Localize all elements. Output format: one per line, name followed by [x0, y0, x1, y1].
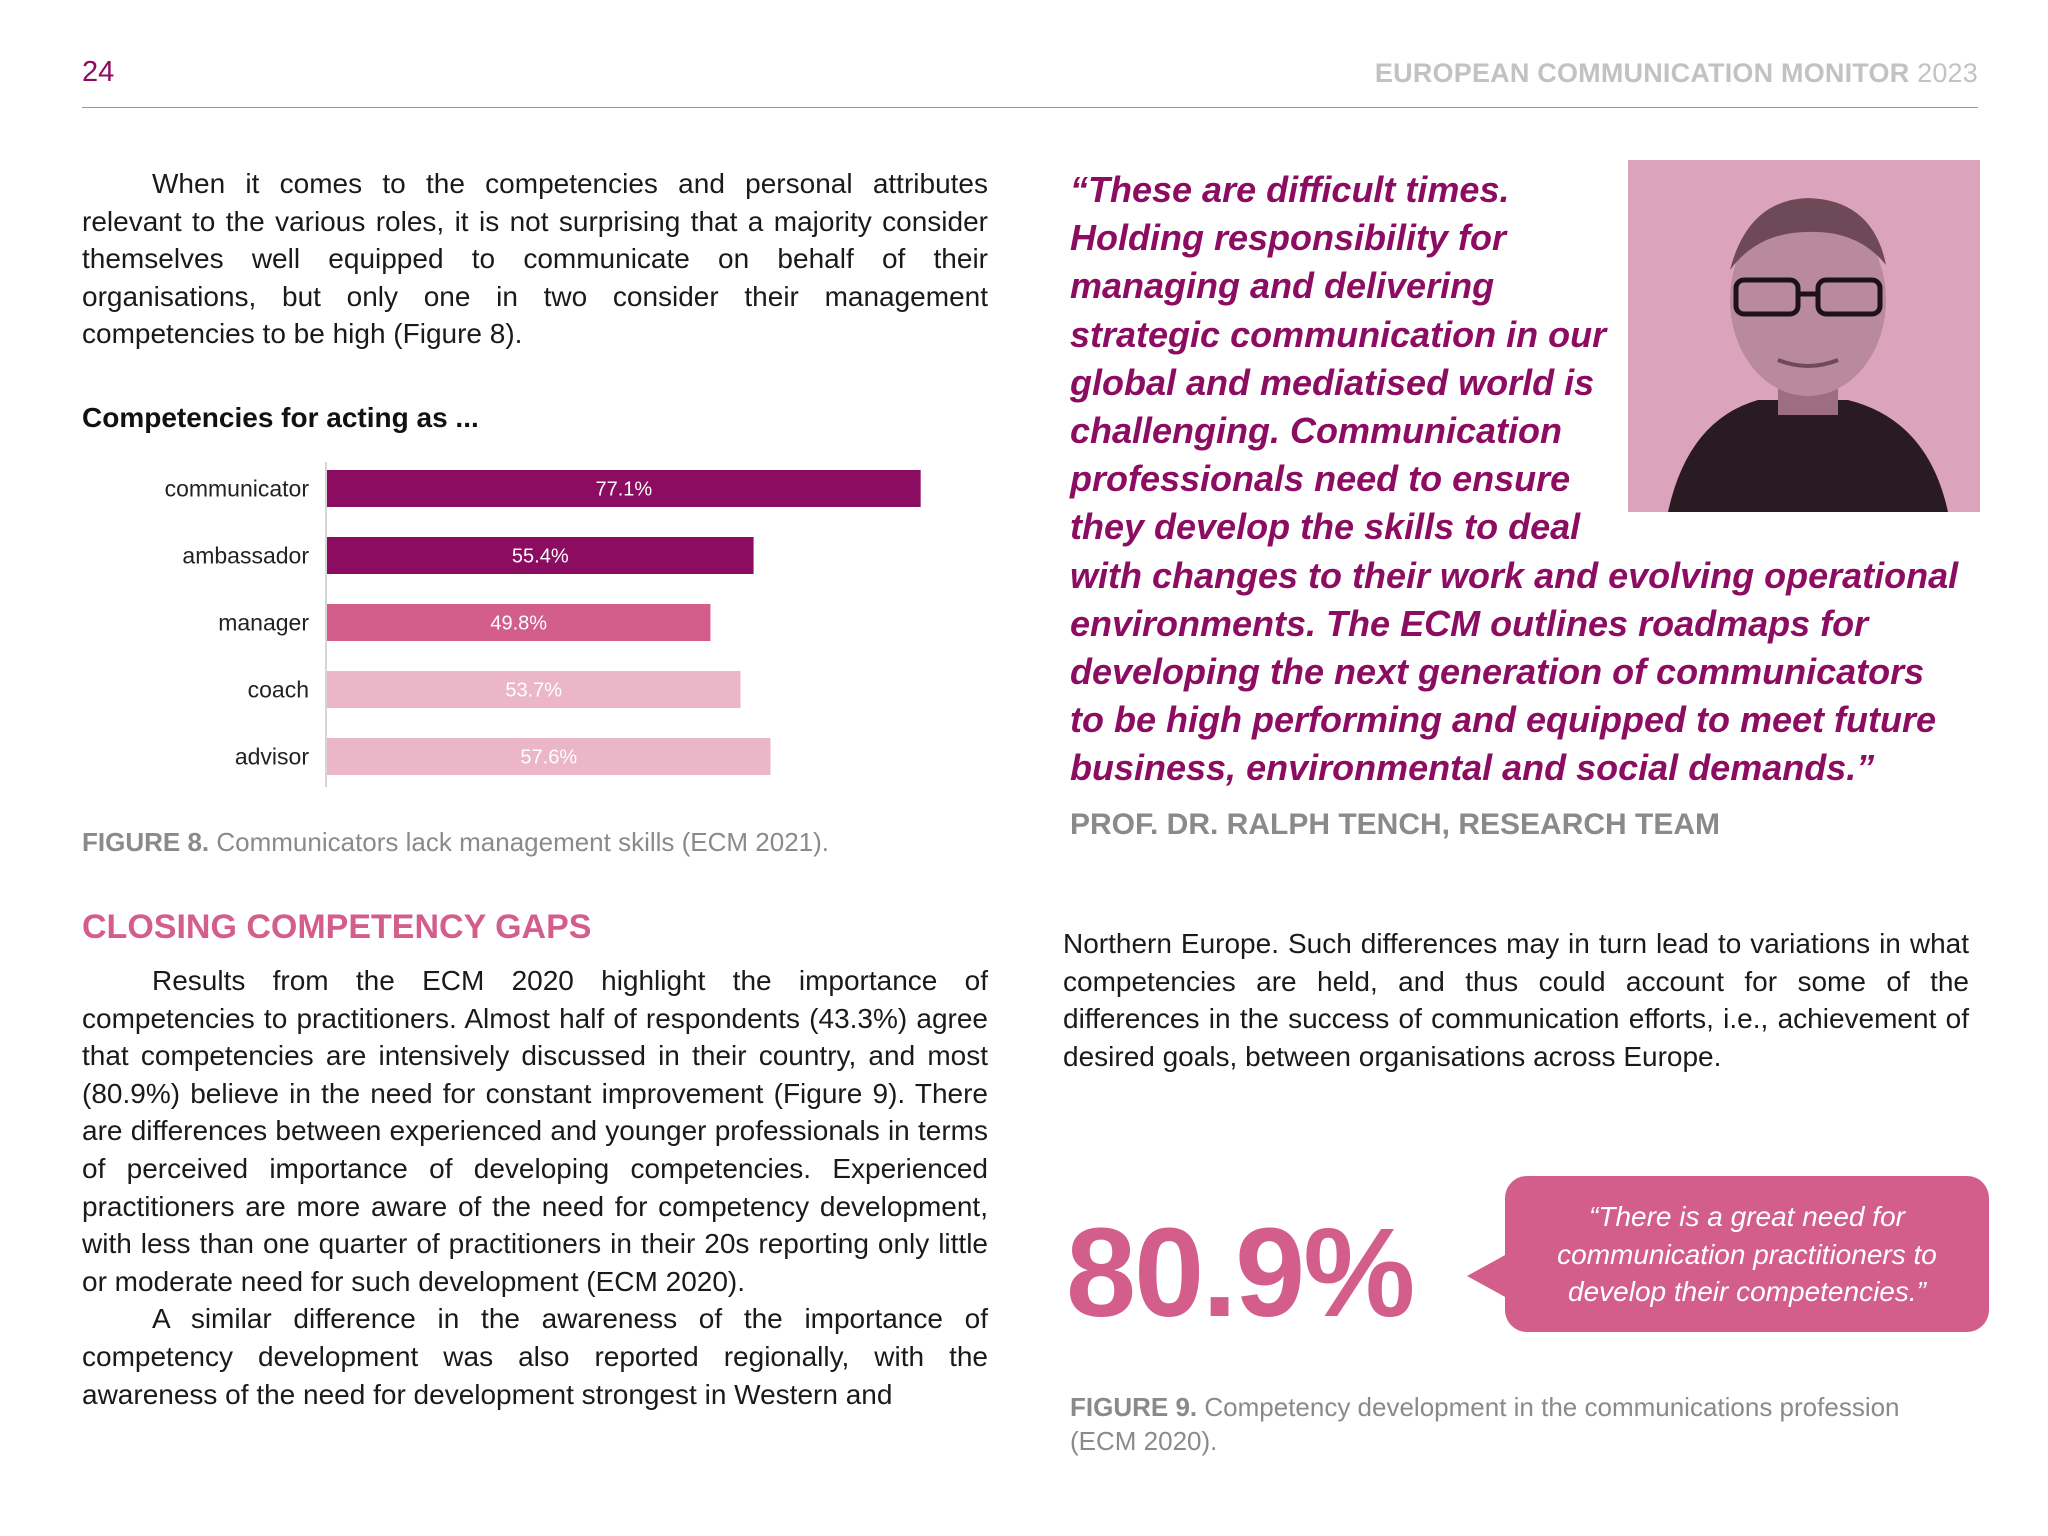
quote-line: business, environmental and social demands.” [1070, 747, 1875, 789]
value-label-coach: 53.7% [505, 679, 563, 702]
quote-line: managing and delivering [1070, 265, 1495, 307]
category-label-communicator: communicator [164, 475, 309, 502]
value-label-communicator: 77.1% [595, 478, 653, 501]
section-continuation [1063, 925, 1969, 1075]
figure-8-label: FIGURE 8. [82, 827, 210, 857]
section-paragraph-1: Results from the ECM 2020 highlight the importance of competencies to practitioners. Almost half of respondents (43.3%) agree that competencies are intensively discussed in their country, and most (80.9%) believe in the need for constant improvement (Figure 9). There are differences between experienced and younger professionals in terms of perceived importance of developing competencies. Experienced practitioners are more aware of the need for competency development, with less than one quarter of practitioners in their 20s reporting only little or moderate need for such development (ECM 2020). [82, 965, 988, 1297]
quote-line: environments. The ECM outlines roadmaps for [1070, 602, 1869, 644]
section-body [82, 962, 988, 1413]
category-label-coach: coach [247, 676, 309, 703]
quote-line: Holding responsibility for [1070, 217, 1507, 259]
intro-paragraph [82, 165, 988, 353]
stat-value: 80.9% [1066, 1202, 1414, 1343]
category-label-advisor: advisor [234, 743, 309, 770]
section-paragraph-2: A similar difference in the awareness of the importance of competency development was also reported regionally, with the awareness of the need for development strongest in Western and [82, 1303, 988, 1410]
value-label-advisor: 57.6% [520, 746, 578, 769]
running-head [1375, 58, 1978, 89]
speech-bubble-text: “There is a great need for communication practitioners to develop their competencies.” [1557, 1201, 1937, 1307]
value-label-ambassador: 55.4% [511, 545, 569, 568]
quote-line: strategic communication in our [1070, 313, 1607, 355]
category-label-ambassador: ambassador [182, 542, 309, 569]
running-head-title: EUROPEAN COMMUNICATION MONITOR [1374, 58, 1910, 88]
quote-line: developing the next generation of communicators [1070, 651, 1925, 693]
chart-title: Competencies for acting as ... [82, 402, 479, 433]
quote-line: professionals need to ensure [1070, 458, 1571, 500]
competency-bar-chart [82, 462, 1002, 792]
quote-line: “These are difficult times. [1070, 169, 1510, 210]
quote-line: to be high performing and equipped to meet future [1070, 699, 1936, 741]
section-heading: CLOSING COMPETENCY GAPS [82, 908, 592, 946]
quote-line: with changes to their work and evolving operational [1070, 554, 1959, 596]
quote-line: challenging. Communication [1070, 410, 1563, 452]
figure-8-caption [82, 827, 829, 858]
category-label-manager: manager [218, 609, 309, 636]
value-label-manager: 49.8% [490, 612, 548, 635]
page-number: 24 [82, 56, 115, 88]
figure-9-text: Competency development in the communications profession (ECM 2020). [1070, 1392, 1900, 1456]
section-continuation-text: Northern Europe. Such differences may in turn lead to variations in what competencies are held, and thus could account for some of the differences in the success of communication efforts, i.e., achievement of desired goals, between organisations across Europe. [1063, 928, 1969, 1072]
figure-8-text: Communicators lack management skills (ECM 2021). [216, 827, 830, 857]
quote-author: PROF. DR. RALPH TENCH, RESEARCH TEAM [1070, 808, 1721, 841]
pull-quote [1070, 166, 1980, 793]
speech-bubble-tail [1467, 1254, 1507, 1298]
figure-9-caption [1070, 1390, 1970, 1458]
header-rule [82, 107, 1978, 108]
quote-line: global and mediatised world is [1070, 361, 1595, 403]
quote-line: they develop the skills to deal [1070, 506, 1581, 548]
figure-9-label: FIGURE 9. [1070, 1392, 1198, 1422]
intro-text: When it comes to the competencies and personal attributes relevant to the various roles, it is not surprising that a majority consider themselves well equipped to communicate on behalf of their organisations, but only one in two consider their management competencies to be high (Figure 8). [82, 168, 988, 350]
running-head-year: 2023 [1917, 58, 1978, 88]
